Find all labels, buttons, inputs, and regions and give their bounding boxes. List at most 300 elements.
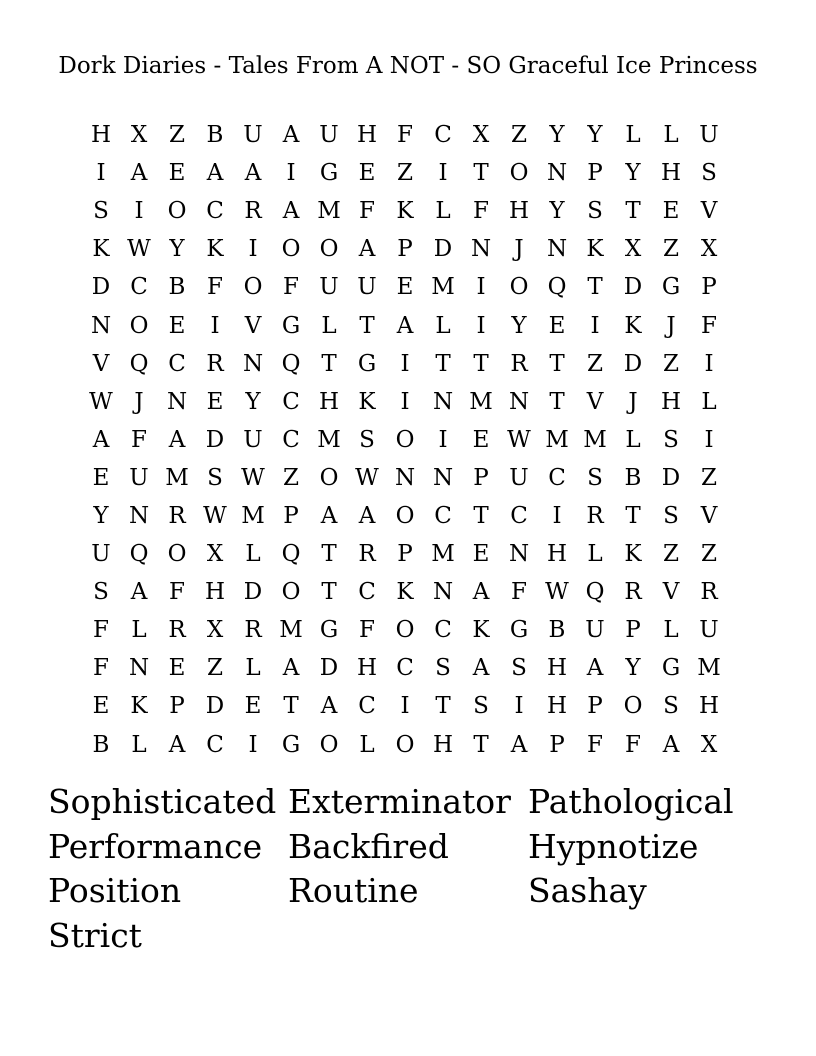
grid-letter: S <box>93 198 109 225</box>
grid-letter: P <box>283 502 299 529</box>
grid-letter: N <box>432 388 454 415</box>
grid-letter: D <box>205 426 225 453</box>
grid-letter: D <box>205 693 225 720</box>
grid-row <box>82 649 728 687</box>
grid-letter: D <box>433 236 453 263</box>
grid-letter: A <box>168 426 186 453</box>
grid-letter: A <box>206 160 224 187</box>
grid-letter: T <box>625 502 641 529</box>
grid-letter: C <box>130 274 148 301</box>
grid-letter: A <box>282 198 300 225</box>
grid-letter: T <box>549 388 565 415</box>
grid-letter: O <box>319 236 339 263</box>
grid-letter: Z <box>511 122 527 149</box>
grid-letter: C <box>168 350 186 377</box>
grid-letter: C <box>434 122 452 149</box>
grid-letter: X <box>130 122 148 149</box>
grid-letter: A <box>320 502 338 529</box>
grid-letter: Z <box>169 122 185 149</box>
grid-letter: X <box>472 122 490 149</box>
grid-letter: S <box>435 655 451 682</box>
grid-letter: D <box>661 464 681 491</box>
grid-letter: I <box>134 198 144 225</box>
grid-letter: U <box>319 122 339 149</box>
grid-row <box>82 383 728 421</box>
grid-letter: Y <box>511 312 527 339</box>
grid-letter: F <box>359 617 375 644</box>
grid-letter: H <box>90 122 112 149</box>
grid-row <box>82 268 728 306</box>
grid-letter: P <box>397 541 413 568</box>
grid-letter: K <box>624 541 642 568</box>
grid-letter: H <box>204 579 226 606</box>
word-list-item: Routine <box>288 871 419 911</box>
grid-letter: L <box>625 122 641 149</box>
grid-letter: U <box>319 274 339 301</box>
grid-letter: C <box>282 426 300 453</box>
grid-letter: I <box>96 160 106 187</box>
grid-letter: A <box>586 655 604 682</box>
grid-letter: N <box>394 464 416 491</box>
grid-letter: Q <box>129 541 149 568</box>
grid-letter: Q <box>281 350 301 377</box>
grid-letter: M <box>431 541 455 568</box>
grid-letter: C <box>548 464 566 491</box>
grid-letter: N <box>432 579 454 606</box>
grid-letter: T <box>283 693 299 720</box>
word-list-item: Sophisticated <box>48 782 277 821</box>
grid-letter: B <box>624 464 642 491</box>
grid-letter: L <box>663 617 679 644</box>
word-list-item: Strict <box>48 916 142 956</box>
grid-letter: I <box>552 502 562 529</box>
grid-letter: L <box>359 731 375 758</box>
grid-letter: J <box>628 388 638 415</box>
grid-letter: Y <box>625 160 641 187</box>
grid-letter: N <box>546 160 568 187</box>
grid-letter: O <box>319 731 339 758</box>
grid-letter: N <box>508 541 530 568</box>
grid-letter: Z <box>701 464 717 491</box>
grid-letter: E <box>168 312 186 339</box>
grid-letter: W <box>89 388 113 415</box>
grid-letter: X <box>206 541 224 568</box>
grid-letter: W <box>127 236 151 263</box>
grid-letter: C <box>510 502 528 529</box>
grid-letter: E <box>92 693 110 720</box>
word-list-item: Exterminator <box>288 782 511 821</box>
grid-letter: V <box>700 502 718 529</box>
grid-letter: Z <box>663 350 679 377</box>
grid-letter: M <box>583 426 607 453</box>
grid-letter: Y <box>587 122 603 149</box>
grid-letter: U <box>699 617 719 644</box>
grid-letter: T <box>435 693 451 720</box>
grid-letter: A <box>396 312 414 339</box>
grid-letter: Z <box>701 541 717 568</box>
grid-letter: O <box>281 579 301 606</box>
grid-letter: D <box>319 655 339 682</box>
grid-letter: C <box>282 388 300 415</box>
grid-letter: H <box>698 693 720 720</box>
grid-letter: K <box>396 579 414 606</box>
grid-letter: T <box>321 350 337 377</box>
grid-letter: V <box>586 388 604 415</box>
grid-letter: L <box>435 312 451 339</box>
grid-row <box>82 306 728 344</box>
grid-letter: Y <box>245 388 261 415</box>
grid-letter: K <box>358 388 376 415</box>
grid-letter: N <box>166 388 188 415</box>
grid-letter: T <box>473 350 489 377</box>
grid-letter: P <box>625 617 641 644</box>
grid-letter: C <box>358 693 376 720</box>
grid-letter: E <box>358 160 376 187</box>
grid-letter: E <box>92 464 110 491</box>
grid-letter: I <box>286 160 296 187</box>
grid-letter: Q <box>547 274 567 301</box>
grid-letter: R <box>510 350 528 377</box>
grid-letter: N <box>128 655 150 682</box>
grid-letter: D <box>243 579 263 606</box>
grid-letter: A <box>358 236 376 263</box>
grid-letter: S <box>473 693 489 720</box>
grid-letter: B <box>168 274 186 301</box>
grid-letter: F <box>625 731 641 758</box>
grid-letter: Y <box>169 236 185 263</box>
grid-letter: Q <box>129 350 149 377</box>
grid-letter: G <box>319 617 339 644</box>
grid-letter: Z <box>397 160 413 187</box>
grid-row <box>82 192 728 230</box>
grid-letter: H <box>546 655 568 682</box>
grid-letter: K <box>206 236 224 263</box>
grid-letter: P <box>473 464 489 491</box>
grid-letter: G <box>281 731 301 758</box>
grid-letter: F <box>93 617 109 644</box>
grid-letter: I <box>210 312 220 339</box>
grid-letter: J <box>666 312 676 339</box>
word-list-item: Backfired <box>288 826 449 866</box>
grid-letter: O <box>395 502 415 529</box>
grid-letter: E <box>244 693 262 720</box>
grid-letter: F <box>207 274 223 301</box>
grid-letter: A <box>168 731 186 758</box>
grid-letter: R <box>244 198 262 225</box>
grid-letter: H <box>546 541 568 568</box>
grid-letter: E <box>206 388 224 415</box>
grid-letter: X <box>206 617 224 644</box>
grid-letter: N <box>470 236 492 263</box>
grid-letter: I <box>400 350 410 377</box>
grid-letter: E <box>396 274 414 301</box>
grid-letter: N <box>128 502 150 529</box>
grid-letter: G <box>661 655 681 682</box>
grid-letter: U <box>509 464 529 491</box>
grid-letter: U <box>243 426 263 453</box>
grid-letter: K <box>92 236 110 263</box>
grid-row <box>82 497 728 535</box>
grid-letter: V <box>244 312 262 339</box>
grid-letter: C <box>206 198 224 225</box>
grid-letter: D <box>91 274 111 301</box>
page-title: Dork Diaries - Tales From A NOT - SO Graceful Ice Princess <box>58 53 758 79</box>
grid-letter: J <box>514 236 524 263</box>
grid-letter: S <box>511 655 527 682</box>
grid-letter: O <box>509 160 529 187</box>
grid-letter: L <box>245 655 261 682</box>
grid-letter: C <box>358 579 376 606</box>
grid-letter: L <box>245 541 261 568</box>
grid-letter: M <box>545 426 569 453</box>
grid-letter: Y <box>93 502 109 529</box>
grid-letter: I <box>514 693 524 720</box>
grid-row <box>82 726 728 764</box>
grid-letter: T <box>473 502 489 529</box>
grid-letter: F <box>169 579 185 606</box>
grid-letter: A <box>92 426 110 453</box>
grid-letter: K <box>396 198 414 225</box>
grid-letter: M <box>697 655 721 682</box>
grid-letter: B <box>206 122 224 149</box>
grid-letter: Y <box>549 198 565 225</box>
grid-letter: T <box>321 541 337 568</box>
grid-letter: N <box>508 388 530 415</box>
grid-letter: O <box>395 617 415 644</box>
grid-letter: F <box>359 198 375 225</box>
grid-letter: W <box>507 426 531 453</box>
grid-letter: R <box>206 350 224 377</box>
grid-letter: G <box>319 160 339 187</box>
grid-row <box>82 687 728 725</box>
grid-letter: G <box>509 617 529 644</box>
grid-letter: U <box>129 464 149 491</box>
grid-letter: U <box>585 617 605 644</box>
grid-letter: H <box>546 693 568 720</box>
grid-letter: I <box>438 426 448 453</box>
grid-letter: V <box>662 579 680 606</box>
grid-letter: T <box>321 579 337 606</box>
grid-letter: A <box>320 693 338 720</box>
grid-letter: H <box>508 198 530 225</box>
grid-letter: O <box>395 731 415 758</box>
grid-letter: G <box>357 350 377 377</box>
grid-letter: S <box>663 693 679 720</box>
grid-letter: X <box>624 236 642 263</box>
grid-letter: O <box>167 541 187 568</box>
grid-letter: S <box>701 160 717 187</box>
grid-letter: T <box>625 198 641 225</box>
grid-letter: H <box>660 388 682 415</box>
grid-letter: S <box>359 426 375 453</box>
grid-letter: H <box>356 655 378 682</box>
grid-letter: N <box>90 312 112 339</box>
grid-letter: T <box>473 731 489 758</box>
grid-row <box>82 573 728 611</box>
grid-letter: A <box>130 160 148 187</box>
word-list-item: Performance <box>48 826 263 866</box>
grid-letter: Q <box>281 541 301 568</box>
grid-letter: D <box>623 274 643 301</box>
grid-letter: F <box>701 312 717 339</box>
grid-letter: G <box>661 274 681 301</box>
grid-letter: L <box>131 731 147 758</box>
grid-letter: T <box>359 312 375 339</box>
grid-letter: M <box>165 464 189 491</box>
grid-letter: R <box>168 617 186 644</box>
grid-row <box>82 459 728 497</box>
grid-letter: L <box>701 388 717 415</box>
grid-letter: I <box>476 312 486 339</box>
grid-letter: K <box>624 312 642 339</box>
grid-row <box>82 345 728 383</box>
word-list <box>48 780 768 959</box>
grid-letter: Z <box>663 541 679 568</box>
grid-letter: S <box>587 464 603 491</box>
grid-letter: O <box>623 693 643 720</box>
grid-letter: M <box>317 198 341 225</box>
grid-letter: C <box>434 617 452 644</box>
grid-letter: X <box>700 236 718 263</box>
grid-letter: P <box>587 160 603 187</box>
grid-letter: F <box>587 731 603 758</box>
grid-letter: O <box>281 236 301 263</box>
grid-letter: O <box>167 198 187 225</box>
grid-letter: W <box>355 464 379 491</box>
word-list-item: Hypnotize <box>528 826 699 866</box>
grid-letter: O <box>509 274 529 301</box>
grid-letter: M <box>241 502 265 529</box>
grid-letter: F <box>473 198 489 225</box>
grid-letter: O <box>243 274 263 301</box>
grid-letter: H <box>432 731 454 758</box>
grid-letter: E <box>472 426 490 453</box>
grid-letter: R <box>700 579 718 606</box>
grid-letter: J <box>134 388 144 415</box>
grid-letter: L <box>587 541 603 568</box>
grid-letter: R <box>358 541 376 568</box>
grid-letter: M <box>317 426 341 453</box>
grid-letter: I <box>438 160 448 187</box>
grid-letter: M <box>279 617 303 644</box>
grid-letter: T <box>587 274 603 301</box>
grid-letter: I <box>590 312 600 339</box>
grid-letter: Z <box>663 236 679 263</box>
grid-letter: B <box>548 617 566 644</box>
grid-letter: N <box>242 350 264 377</box>
grid-letter: A <box>510 731 528 758</box>
grid-letter: H <box>356 122 378 149</box>
grid-letter: T <box>435 350 451 377</box>
grid-letter: R <box>586 502 604 529</box>
grid-letter: M <box>469 388 493 415</box>
grid-letter: K <box>130 693 148 720</box>
grid-letter: H <box>318 388 340 415</box>
grid-letter: F <box>131 426 147 453</box>
grid-letter: S <box>663 426 679 453</box>
word-list-item: Pathological <box>528 782 734 821</box>
grid-letter: M <box>431 274 455 301</box>
grid-letter: W <box>545 579 569 606</box>
letter-grid <box>82 116 728 764</box>
grid-letter: U <box>699 122 719 149</box>
grid-letter: C <box>434 502 452 529</box>
grid-letter: S <box>587 198 603 225</box>
grid-letter: R <box>624 579 642 606</box>
grid-letter: L <box>663 122 679 149</box>
grid-letter: H <box>660 160 682 187</box>
grid-letter: C <box>206 731 224 758</box>
grid-letter: A <box>358 502 376 529</box>
grid-letter: A <box>130 579 148 606</box>
grid-letter: X <box>700 731 718 758</box>
grid-letter: Z <box>207 655 223 682</box>
grid-letter: T <box>473 160 489 187</box>
grid-letter: E <box>472 541 490 568</box>
grid-letter: Y <box>549 122 565 149</box>
grid-letter: S <box>93 579 109 606</box>
grid-letter: U <box>243 122 263 149</box>
grid-letter: R <box>244 617 262 644</box>
grid-letter: N <box>432 464 454 491</box>
grid-letter: P <box>701 274 717 301</box>
grid-letter: A <box>282 655 300 682</box>
grid-letter: A <box>472 655 490 682</box>
grid-letter: E <box>662 198 680 225</box>
word-list-item: Sashay <box>528 871 647 911</box>
grid-letter: I <box>400 388 410 415</box>
grid-letter: V <box>92 350 110 377</box>
grid-letter: S <box>663 502 679 529</box>
grid-letter: E <box>168 655 186 682</box>
grid-letter: E <box>168 160 186 187</box>
grid-letter: O <box>395 426 415 453</box>
grid-letter: C <box>396 655 414 682</box>
grid-letter: P <box>169 693 185 720</box>
grid-letter: F <box>283 274 299 301</box>
grid-letter: V <box>700 198 718 225</box>
grid-letter: I <box>248 236 258 263</box>
grid-letter: A <box>244 160 262 187</box>
grid-letter: I <box>704 426 714 453</box>
grid-letter: A <box>472 579 490 606</box>
word-list-item: Position <box>48 871 182 911</box>
grid-letter: K <box>472 617 490 644</box>
grid-letter: D <box>623 350 643 377</box>
grid-letter: O <box>319 464 339 491</box>
grid-letter: U <box>357 274 377 301</box>
grid-row <box>82 421 728 459</box>
grid-letter: P <box>549 731 565 758</box>
grid-letter: Q <box>585 579 605 606</box>
grid-row <box>82 611 728 649</box>
grid-letter: Y <box>625 655 641 682</box>
grid-letter: F <box>93 655 109 682</box>
grid-row <box>82 535 728 573</box>
grid-letter: A <box>282 122 300 149</box>
grid-letter: P <box>587 693 603 720</box>
grid-letter: T <box>549 350 565 377</box>
grid-letter: W <box>241 464 265 491</box>
grid-letter: I <box>704 350 714 377</box>
grid-letter: L <box>131 617 147 644</box>
grid-letter: Z <box>283 464 299 491</box>
grid-letter: I <box>248 731 258 758</box>
grid-letter: L <box>321 312 337 339</box>
grid-letter: P <box>397 236 413 263</box>
grid-letter: I <box>400 693 410 720</box>
grid-letter: G <box>281 312 301 339</box>
